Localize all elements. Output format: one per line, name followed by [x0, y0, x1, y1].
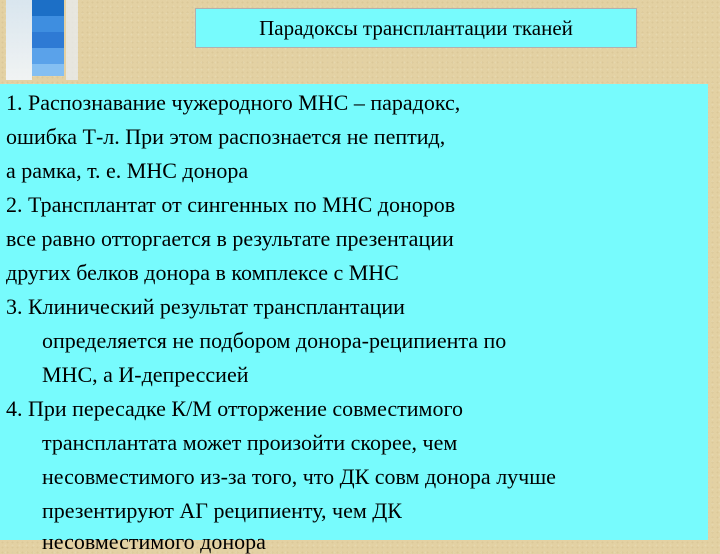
text-line: 4. При пересадке К/М отторжение совместимого: [6, 396, 463, 421]
text-line: а рамка, т. е. МНС донора: [6, 158, 249, 183]
decor-bar: [66, 0, 78, 80]
content-panel: [0, 84, 708, 554]
text-line: несовместимого донора: [42, 529, 266, 554]
decor-square: [32, 64, 64, 76]
text-line: трансплантата может произойти скорее, чем: [42, 430, 458, 455]
decorative-blue-squares: [0, 0, 80, 80]
text-line: презентируют АГ реципиенту, чем ДК: [42, 498, 402, 523]
slide-title-box: [195, 8, 637, 48]
text-line: 3. Клинический результат трансплантации: [6, 294, 405, 319]
text-line: несовместимого из-за того, что ДК совм донора лучше: [42, 464, 556, 489]
decor-square: [32, 32, 64, 48]
decor-square: [32, 0, 64, 16]
text-line: 1. Распознавание чужеродного МНС – парадокс,: [6, 90, 461, 115]
decor-square: [32, 48, 64, 64]
text-line: все равно отторгается в результате презентации: [6, 226, 454, 251]
text-line: МНС, а И-депрессией: [42, 362, 249, 387]
text-line: 2. Трансплантат от сингенных по МНС доноров: [6, 192, 456, 217]
decor-square: [32, 16, 64, 32]
text-line: других белков донора в комплексе с МНС: [6, 260, 399, 285]
text-line: определяется не подбором донора-реципиента по: [42, 328, 507, 353]
text-line: ошибка Т-л. При этом распознается не пептид,: [6, 124, 446, 149]
decor-bar: [6, 0, 32, 80]
slide-title: Парадоксы трансплантации тканей: [259, 15, 573, 40]
